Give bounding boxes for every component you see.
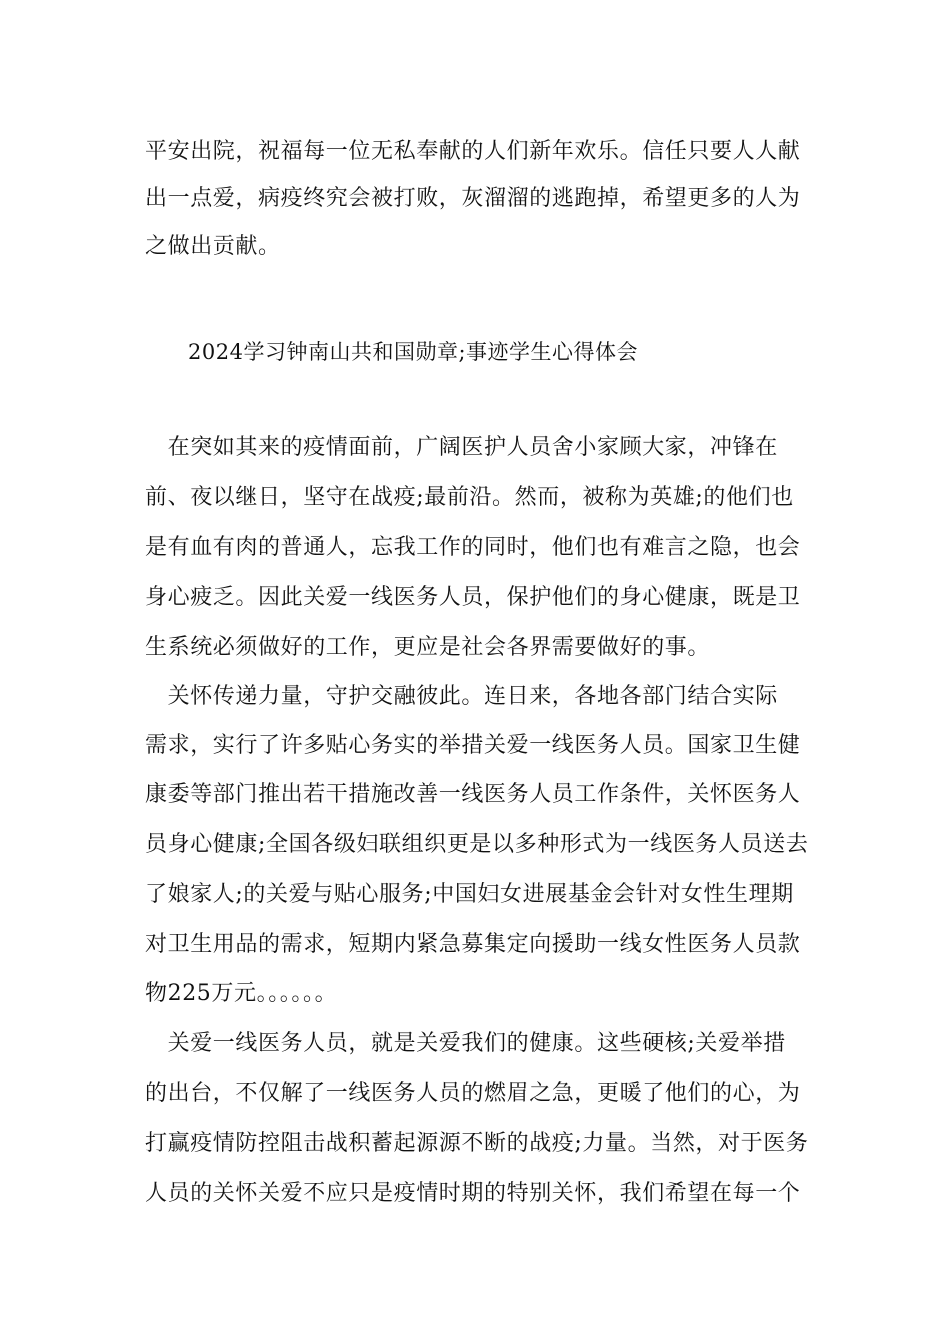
article-title: 2024学习钟南山共和国勋章;事迹学生心得体会 — [188, 340, 639, 364]
paragraph-line: 在突如其来的疫情面前，广阔医护人员舍小家顾大家，冲锋在 — [145, 435, 778, 460]
intro-line: 之做出贡献。 — [145, 234, 281, 259]
paragraph-line: 关怀传递力量，守护交融彼此。连日来，各地各部门结合实际 — [145, 684, 778, 709]
intro-line: 平安出院，祝福每一位无私奉献的人们新年欢乐。信任只要人人献 — [145, 139, 801, 164]
intro-line: 出一点爱，病疫终究会被打败，灰溜溜的逃跑掉，希望更多的人为 — [145, 186, 801, 211]
paragraph-line: 的出台，不仅解了一线医务人员的燃眉之急，更暖了他们的心，为 — [145, 1081, 801, 1106]
paragraph-line: 需求，实行了许多贴心务实的举措关爱一线医务人员。国家卫生健 — [145, 733, 801, 758]
paragraph-line: 前、夜以继日，坚守在战疫;最前沿。然而，被称为英雄;的他们也 — [145, 485, 794, 510]
paragraph-line: 对卫生用品的需求，短期内紧急募集定向援助一线女性医务人员款 — [145, 932, 801, 957]
paragraph-line: 人员的关怀关爱不应只是疫情时期的特别关怀，我们希望在每一个 — [145, 1181, 801, 1206]
paragraph-line: 康委等部门推出若干措施改善一线医务人员工作条件，关怀医务人 — [145, 782, 801, 807]
paragraph-line: 是有血有肉的普通人，忘我工作的同时，他们也有难言之隐，也会 — [145, 535, 801, 560]
paragraph-line: 生系统必须做好的工作，更应是社会各界需要做好的事。 — [145, 635, 711, 660]
paragraph-line: 了娘家人;的关爱与贴心服务;中国妇女进展基金会针对女性生理期 — [145, 882, 794, 907]
paragraph-line: 身心疲乏。因此关爱一线医务人员，保护他们的身心健康，既是卫 — [145, 585, 801, 610]
paragraph-line: 员身心健康;全国各级妇联组织更是以多种形式为一线医务人员送去 — [145, 832, 809, 857]
paragraph-line: 物225万元。。。。。。 — [145, 981, 338, 1006]
paragraph-line: 打赢疫情防控阻击战积蓄起源源不断的战疫;力量。当然，对于医务 — [145, 1131, 809, 1156]
paragraph-line: 关爱一线医务人员，就是关爱我们的健康。这些硬核;关爱举措 — [145, 1031, 786, 1056]
